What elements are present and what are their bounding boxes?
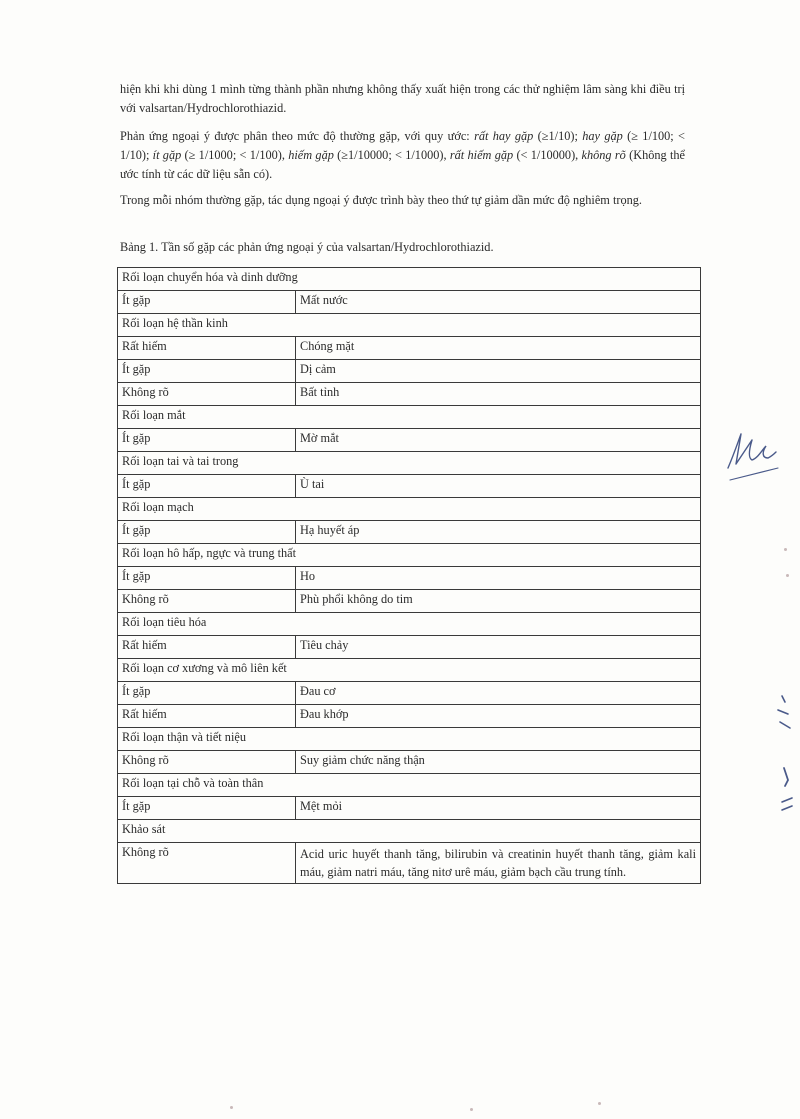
intro-paragraph-2	[120, 127, 685, 184]
table-row	[118, 843, 701, 884]
adverse-reactions-table	[117, 267, 701, 884]
term-hay-gap: hay gặp	[582, 129, 623, 143]
frequency-cell: Rất hiếm	[118, 636, 296, 659]
handwritten-initials-icon	[722, 420, 792, 490]
group-name: Khảo sát	[118, 820, 701, 843]
table-row	[118, 636, 701, 659]
term-it-gap: ít gặp	[152, 148, 182, 162]
frequency-cell: Ít gặp	[118, 475, 296, 498]
reaction-cell: Ho	[296, 567, 701, 590]
frequency-cell: Rất hiếm	[118, 705, 296, 728]
table-row	[118, 337, 701, 360]
table-row	[118, 705, 701, 728]
frequency-cell: Ít gặp	[118, 567, 296, 590]
margin-pen-marks-icon	[760, 690, 800, 820]
speck-mark	[470, 1108, 473, 1111]
table-row	[118, 429, 701, 452]
intro-paragraph-1: hiện khi khi dùng 1 mình từng thành phần nhưng không thấy xuất hiện trong các thử nghiệm lâm sàng khi điều trị với valsartan/Hydrochlorothiazid.	[120, 82, 685, 115]
table-row	[118, 682, 701, 705]
reaction-cell: Ù tai	[296, 475, 701, 498]
group-row	[118, 314, 701, 337]
group-row	[118, 452, 701, 475]
table-row	[118, 797, 701, 820]
speck-mark	[786, 574, 789, 577]
reaction-cell: Dị cảm	[296, 360, 701, 383]
group-name: Rối loạn tại chỗ và toàn thân	[118, 774, 701, 797]
reaction-cell: Suy giảm chức năng thận	[296, 751, 701, 774]
frequency-cell: Không rõ	[118, 751, 296, 774]
reaction-cell: Mệt mỏi	[296, 797, 701, 820]
reaction-cell: Bất tỉnh	[296, 383, 701, 406]
group-name: Rối loạn cơ xương và mô liên kết	[118, 659, 701, 682]
frequency-cell: Không rõ	[118, 590, 296, 613]
table-body	[118, 268, 701, 884]
term-hiem-gap: hiếm gặp	[288, 148, 334, 162]
group-row	[118, 659, 701, 682]
p2-v2: (≥ 1/100; < 1/10);	[120, 129, 685, 162]
reaction-cell: Hạ huyết áp	[296, 521, 701, 544]
reaction-cell: Chóng mặt	[296, 337, 701, 360]
group-row	[118, 498, 701, 521]
speck-mark	[230, 1106, 233, 1109]
p2-v6: (Không thể ước tính từ các dữ liệu sẵn có).	[120, 148, 685, 181]
table-row	[118, 521, 701, 544]
frequency-cell: Rất hiếm	[118, 337, 296, 360]
intro-paragraph-3: Trong mỗi nhóm thường gặp, tác dụng ngoại ý được trình bày theo thứ tự giảm dần mức độ nghiêm trọng.	[120, 193, 642, 207]
frequency-cell: Không rõ	[118, 383, 296, 406]
p2-v4: (≥1/10000; < 1/1000),	[333, 148, 450, 162]
group-row	[118, 406, 701, 429]
frequency-cell: Ít gặp	[118, 429, 296, 452]
group-name: Rối loạn thận và tiết niệu	[118, 728, 701, 751]
group-name: Rối loạn hệ thần kinh	[118, 314, 701, 337]
frequency-cell: Không rõ	[118, 843, 296, 884]
group-name: Rối loạn mạch	[118, 498, 701, 521]
reaction-cell: Đau cơ	[296, 682, 701, 705]
group-row	[118, 544, 701, 567]
p2-lead: Phản ứng ngoại ý được phân theo mức độ thường gặp, với quy ước:	[120, 129, 475, 143]
reaction-cell: Mất nước	[296, 291, 701, 314]
reaction-cell: Acid uric huyết thanh tăng, bilirubin và creatinin huyết thanh tăng, giảm kali máu, giảm natri máu, tăng nitơ urê máu, giảm bạch cầu trung tính.	[296, 843, 701, 884]
group-name: Rối loạn hô hấp, ngực và trung thất	[118, 544, 701, 567]
group-row	[118, 268, 701, 291]
p2-v3: (≥ 1/1000; < 1/100),	[181, 148, 289, 162]
term-rat-hiem-gap: rất hiếm gặp	[449, 148, 514, 162]
speck-mark	[598, 1102, 601, 1105]
table-row	[118, 590, 701, 613]
frequency-cell: Ít gặp	[118, 360, 296, 383]
frequency-cell: Ít gặp	[118, 797, 296, 820]
group-row	[118, 613, 701, 636]
reaction-cell: Phù phổi không do tim	[296, 590, 701, 613]
table-row	[118, 751, 701, 774]
term-khong-ro: không rõ	[581, 148, 626, 162]
p2-v1: (≥1/10);	[533, 129, 583, 143]
group-name: Rối loạn chuyển hóa và dinh dưỡng	[118, 268, 701, 291]
frequency-cell: Ít gặp	[118, 291, 296, 314]
group-name: Rối loạn mắt	[118, 406, 701, 429]
group-name: Rối loạn tai và tai trong	[118, 452, 701, 475]
speck-mark	[784, 548, 787, 551]
reaction-cell: Tiêu chảy	[296, 636, 701, 659]
table-row	[118, 475, 701, 498]
term-rat-hay-gap: rất hay gặp	[474, 129, 534, 143]
frequency-cell: Ít gặp	[118, 682, 296, 705]
table-row	[118, 291, 701, 314]
group-row	[118, 774, 701, 797]
reaction-cell: Mờ mắt	[296, 429, 701, 452]
reaction-cell: Đau khớp	[296, 705, 701, 728]
p2-v5: (< 1/10000),	[513, 148, 582, 162]
group-name: Rối loạn tiêu hóa	[118, 613, 701, 636]
group-row	[118, 728, 701, 751]
table-row	[118, 567, 701, 590]
group-row	[118, 820, 701, 843]
table-row	[118, 360, 701, 383]
table-row	[118, 383, 701, 406]
table-caption: Bảng 1. Tần số gặp các phản ứng ngoại ý của valsartan/Hydrochlorothiazid.	[120, 240, 494, 254]
frequency-cell: Ít gặp	[118, 521, 296, 544]
